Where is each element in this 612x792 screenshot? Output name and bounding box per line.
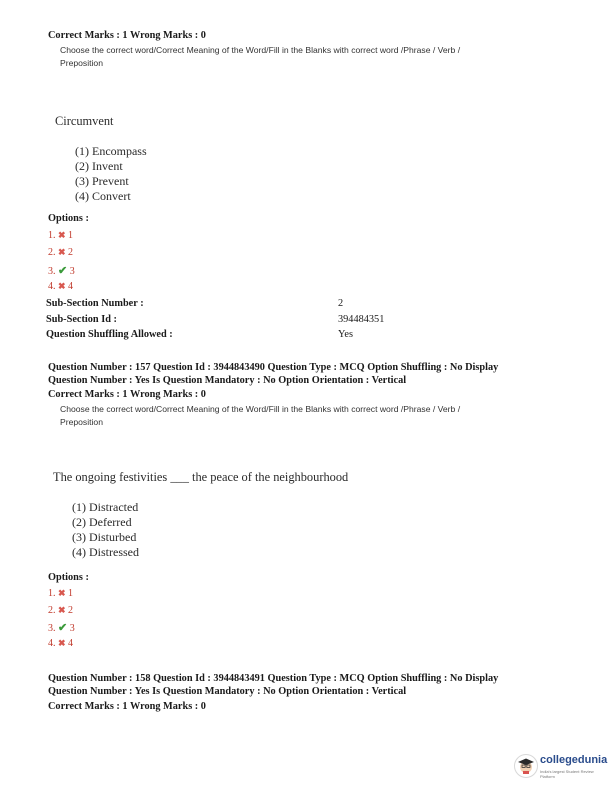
subsection-id-label: Sub-Section Id : [46,314,117,325]
question-header: Question Number : Yes Is Question Mandatory : No Option Orientation : Vertical [48,375,407,386]
instruction-line: Preposition [60,417,103,427]
check-icon: ✔ [58,622,68,634]
option-value: 3 [69,623,75,634]
subsection-number-label: Sub-Section Number : [46,298,144,309]
option-number: 2. [48,605,56,616]
option-value: 2 [68,247,74,258]
shuffle-label: Question Shuffling Allowed : [46,329,173,340]
option-row [48,247,73,258]
option-value: 4 [68,638,74,649]
option-row [48,230,73,241]
cross-icon: ✖ [58,281,66,291]
question-text: Circumvent [55,114,114,128]
collegedunia-logo [514,752,606,784]
check-icon: ✔ [58,265,68,277]
choice-item: (3) Disturbed [72,530,137,544]
choice-item: (4) Convert [75,189,131,203]
cross-icon: ✖ [58,230,66,240]
options-label: Options : [48,213,89,224]
option-value: 4 [68,281,74,292]
choice-item: (2) Deferred [72,515,132,529]
option-row [48,281,73,292]
option-row [48,264,75,277]
cross-icon: ✖ [58,638,66,648]
option-number: 1. [48,588,56,599]
option-value: 2 [68,605,74,616]
option-number: 1. [48,230,56,241]
choice-item: (4) Distressed [72,545,139,559]
option-value: 1 [68,230,74,241]
subsection-number-value: 2 [338,298,344,309]
logo-name: collegedunia [540,754,608,766]
option-row [48,621,75,634]
instruction-line: Preposition [60,58,103,68]
question-header: Question Number : 158 Question Id : 3944843491 Question Type : MCQ Option Shuffling : No Display [48,673,499,684]
choice-item: (1) Distracted [72,500,139,514]
option-row [48,588,73,599]
logo-tagline: India's largest Student Review Platform [540,769,594,779]
choice-item: (3) Prevent [75,174,129,188]
shuffle-value: Yes [338,329,353,340]
option-number: 4. [48,638,56,649]
option-value: 1 [68,588,74,599]
option-number: 4. [48,281,56,292]
option-number: 3. [48,266,56,277]
graduate-icon [514,754,538,778]
instruction-line: Choose the correct word/Correct Meaning of the Word/Fill in the Blanks with correct word /Phrase / Verb / [60,45,461,55]
cross-icon: ✖ [58,247,66,257]
marks-line: Correct Marks : 1 Wrong Marks : 0 [48,30,206,41]
question-text: The ongoing festivities ___ the peace of the neighbourhood [53,470,349,484]
option-number: 2. [48,247,56,258]
option-value: 3 [69,266,75,277]
choice-item: (2) Invent [75,159,123,173]
choice-item: (1) Encompass [75,144,147,158]
marks-line: Correct Marks : 1 Wrong Marks : 0 [48,701,206,712]
instruction-line: Choose the correct word/Correct Meaning of the Word/Fill in the Blanks with correct word /Phrase / Verb / [60,404,461,414]
option-row [48,605,73,616]
cross-icon: ✖ [58,588,66,598]
question-header: Question Number : Yes Is Question Mandatory : No Option Orientation : Vertical [48,686,407,697]
options-label: Options : [48,572,89,583]
marks-line: Correct Marks : 1 Wrong Marks : 0 [48,389,206,400]
option-row [48,638,73,649]
option-number: 3. [48,623,56,634]
cross-icon: ✖ [58,605,66,615]
question-header: Question Number : 157 Question Id : 3944843490 Question Type : MCQ Option Shuffling : No Display [48,362,499,373]
subsection-id-value: 394484351 [338,314,385,325]
